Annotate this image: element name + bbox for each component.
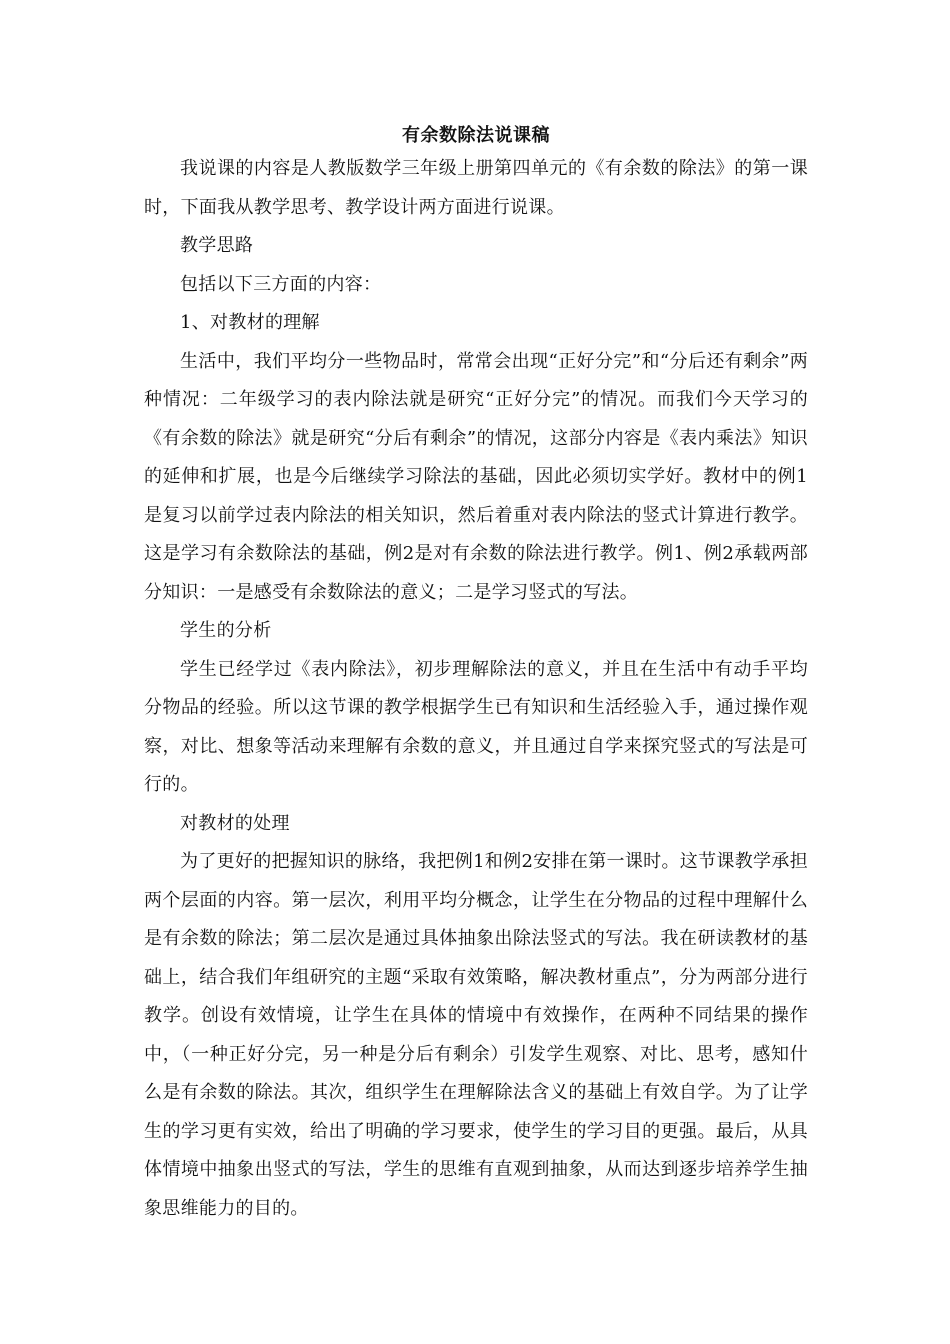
document-title: 有余数除法说课稿 bbox=[402, 125, 550, 146]
paragraph-material-handling: 为了更好的把握知识的脉络，我把例1和例2安排在第一课时。这节课教学承担两个层面的内容。第一层次，利用平均分概念，让学生在分物品的过程中理解什么是有余数的除法；第二层次是通过具体抽象出除法竖式的写法。我在研读教材的基础上，结合我们年组研究的主题“采取有效策略，解决教材重点”，分为两部分进行教学。创设有效情境，让学生在具体的情境中有效操作，在两种不同结果的操作中，（一种正好分完，另一种是分后有剩余）引发学生观察、对比、思考，感知什么是有余数的除法。其次，组织学生在理解除法含义的基础上有效自学。为了让学生的学习更有实效，给出了明确的学习要求，使学生的学习目的更强。最后，从具体情境中抽象出竖式的写法，学生的思维有直观到抽象，从而达到逐步培养学生抽象思维能力的目的。 bbox=[144, 851, 808, 1219]
heading-student-analysis: 学生的分析 bbox=[180, 620, 272, 641]
paragraph-three-aspects: 包括以下三方面的内容： bbox=[180, 273, 382, 295]
heading-material-handling: 对教材的处理 bbox=[180, 812, 290, 834]
paragraph-intro: 我说课的内容是人教版数学三年级上册第四单元的《有余数的除法》的第一课时，下面我从教学思考、教学设计两方面进行说课。 bbox=[144, 158, 808, 218]
heading-understanding-material: 1、对教材的理解 bbox=[180, 312, 320, 333]
paragraph-student-analysis: 学生已经学过《表内除法》，初步理解除法的意义，并且在生活中有动手平均分物品的经验。所以这节课的教学根据学生已有知识和生活经验入手，通过操作观察，对比、想象等活动来理解有余数的意义，并且通过自学来探究竖式的写法是可行的。 bbox=[144, 658, 808, 795]
paragraph-material-understanding: 生活中，我们平均分一些物品时，常常会出现“正好分完”和“分后还有剩余”两种情况：二年级学习的表内除法就是研究“正好分完”的情况。而我们今天学习的《有余数的除法》就是研究“分后有剩余”的情况，这部分内容是《表内乘法》知识的延伸和扩展，也是今后继续学习除法的基础，因此必须切实学好。教材中的例1是复习以前学过表内除法的相关知识，然后着重对表内除法的竖式计算进行教学。这是学习有余数除法的基础，例2是对有余数的除法进行教学。例1、例2承载两部分知识：一是感受有余数除法的意义；二是学习竖式的写法。 bbox=[144, 350, 808, 603]
heading-teaching-ideas: 教学思路 bbox=[180, 235, 254, 256]
document-page bbox=[144, 124, 808, 1228]
